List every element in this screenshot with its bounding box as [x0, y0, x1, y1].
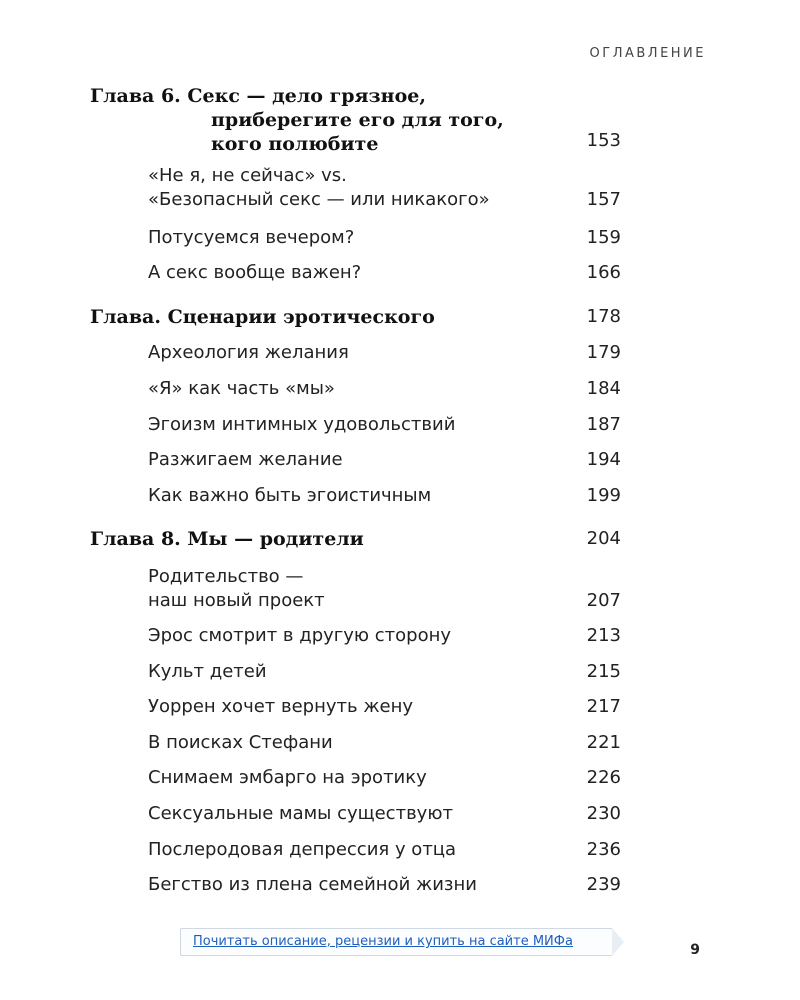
toc-entry-page: 159 [586, 227, 621, 248]
running-head: ОГЛАВЛЕНИЕ [589, 46, 706, 61]
page-number: 9 [690, 942, 700, 958]
toc-entry: Уоррен хочет вернуть жену [148, 696, 414, 717]
toc-entry-page: 230 [586, 803, 621, 824]
toc-entry: Археология желания [148, 342, 349, 363]
toc-entry: Эрос смотрит в другую сторону [148, 625, 452, 646]
toc-entry-line: Родительство — [148, 566, 304, 587]
toc-entry-page: 187 [586, 414, 621, 435]
chapter-8-page: 204 [586, 528, 621, 549]
toc-entry: «Я» как часть «мы» [148, 378, 335, 399]
chapter-6-page: 153 [586, 130, 621, 151]
toc-entry: Культ детей [148, 661, 267, 682]
chapter-title-line: Глава 6. Секс — дело грязное, [90, 85, 426, 107]
toc-entry-page: 166 [586, 262, 621, 283]
chapter-title-line: Глава. Сценарии эротического [90, 306, 435, 328]
toc-entry: А секс вообще важен? [148, 262, 362, 283]
toc-entry: Снимаем эмбарго на эротику [148, 767, 427, 788]
toc-entry: Послеродовая депрессия у отца [148, 839, 457, 860]
toc-entry-page: 179 [586, 342, 621, 363]
toc-entry-page: 199 [586, 485, 621, 506]
toc-entry: Как важно быть эгоистичным [148, 485, 432, 506]
toc-entry: В поисках Стефани [148, 732, 333, 753]
toc-entry-line: наш новый проект [148, 590, 325, 611]
chapter-title-line: приберегите его для того, [211, 109, 504, 131]
toc-entry-page: 184 [586, 378, 621, 399]
toc-entry-page: 215 [586, 661, 621, 682]
toc-entry-page: 213 [586, 625, 621, 646]
toc-entry: Потусуемся вечером? [148, 227, 355, 248]
toc-entry-page: 194 [586, 449, 621, 470]
toc-entry: Разжигаем желание [148, 449, 343, 470]
toc-entry-page: 239 [586, 874, 621, 895]
toc-entry-page: 207 [586, 590, 621, 611]
chapter-title-line: Глава 8. Мы — родители [90, 528, 364, 550]
toc-entry-page: 226 [586, 767, 621, 788]
chapter-7-page: 178 [586, 306, 621, 327]
chapter-7-title [90, 305, 435, 329]
toc-entry [148, 565, 325, 613]
toc-entry-line: «Безопасный секс — или никакого» [148, 189, 490, 210]
toc-entry: Эгоизм интимных удовольствий [148, 414, 456, 435]
buy-link-banner[interactable] [180, 928, 612, 956]
toc-entry-page: 236 [586, 839, 621, 860]
toc-entry-page: 217 [586, 696, 621, 717]
buy-link[interactable]: Почитать описание, рецензии и купить на сайте МИФа [193, 934, 573, 949]
chapter-8-title [90, 527, 364, 551]
chapter-title-line: кого полюбите [211, 133, 379, 155]
toc-entry-page: 221 [586, 732, 621, 753]
toc-entry-page: 157 [586, 189, 621, 210]
chapter-6-title [90, 84, 504, 156]
toc-entry [148, 164, 490, 212]
toc-entry: Бегство из плена семейной жизни [148, 874, 477, 895]
toc-entry: Сексуальные мамы существуют [148, 803, 453, 824]
toc-entry-line: «Не я, не сейчас» vs. [148, 165, 347, 186]
